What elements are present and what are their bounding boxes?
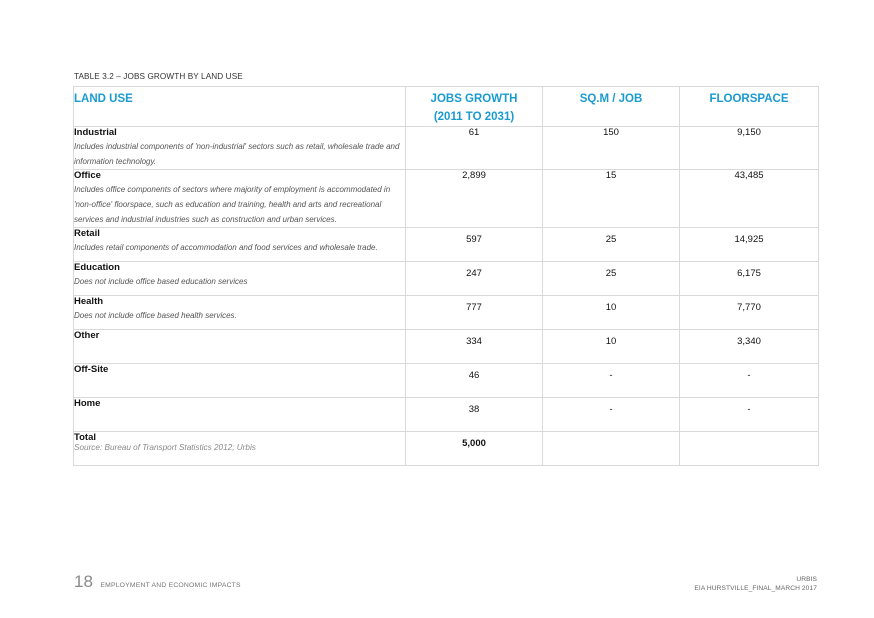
land-use-cell (74, 398, 406, 432)
table-row (74, 330, 819, 364)
land-use-cell (74, 170, 406, 228)
page-number: 18 (74, 572, 93, 591)
header-sqm-per-job: SQ.M / JOB (543, 87, 680, 127)
floorspace-cell: - (680, 364, 819, 398)
sqm-per-job-cell: - (543, 364, 680, 398)
land-use-description: Does not include office based education services (74, 277, 248, 286)
jobs-growth-cell: 597 (406, 228, 543, 262)
table-row (74, 262, 819, 296)
table-row (74, 296, 819, 330)
header-jobs-growth (406, 87, 543, 127)
table-row (74, 127, 819, 170)
table-row (74, 170, 819, 228)
header-land-use: LAND USE (74, 87, 406, 127)
land-use-description: Includes industrial components of 'non-industrial' sectors such as retail, wholesale trade and information technology. (74, 142, 400, 166)
table-source-note: Source: Bureau of Transport Statistics 2012; Urbis (74, 443, 256, 452)
sqm-per-job-cell: 15 (543, 170, 680, 228)
sqm-per-job-cell: 25 (543, 262, 680, 296)
sqm-per-job-cell: 150 (543, 127, 680, 170)
land-use-cell (74, 330, 406, 364)
floorspace-cell (680, 432, 819, 466)
jobs-growth-cell: 38 (406, 398, 543, 432)
jobs-growth-cell: 2,899 (406, 170, 543, 228)
section-title: EMPLOYMENT AND ECONOMIC IMPACTS (100, 582, 241, 589)
land-use-cell (74, 228, 406, 262)
land-use-cell (74, 364, 406, 398)
table-row (74, 364, 819, 398)
land-use-name: Education (74, 262, 120, 273)
jobs-growth-cell: 777 (406, 296, 543, 330)
sqm-per-job-cell: 25 (543, 228, 680, 262)
land-use-description: Includes retail components of accommodation and food services and wholesale trade. (74, 243, 378, 252)
page-footer-right (694, 575, 817, 593)
land-use-name: Off-Site (74, 364, 109, 375)
table-caption: TABLE 3.2 – JOBS GROWTH BY LAND USE (74, 72, 243, 81)
floorspace-cell: 9,150 (680, 127, 819, 170)
jobs-growth-total-cell: 5,000 (406, 432, 543, 466)
land-use-cell (74, 262, 406, 296)
header-floorspace: FLOORSPACE (680, 87, 819, 127)
table-row (74, 228, 819, 262)
land-use-description: Does not include office based health services. (74, 311, 237, 320)
sqm-per-job-cell: 10 (543, 296, 680, 330)
land-use-name: Home (74, 398, 101, 409)
page-footer-left (74, 572, 241, 592)
land-use-name: Industrial (74, 127, 117, 138)
sqm-per-job-cell: - (543, 398, 680, 432)
land-use-name: Retail (74, 228, 100, 239)
land-use-name: Health (74, 296, 104, 307)
jobs-growth-cell: 247 (406, 262, 543, 296)
document-reference: EIA HURSTVILLE_FINAL_MARCH 2017 (694, 585, 817, 592)
jobs-growth-cell: 334 (406, 330, 543, 364)
header-jobs-growth-line2: (2011 TO 2031) (433, 111, 515, 123)
floorspace-cell: 7,770 (680, 296, 819, 330)
floorspace-cell: - (680, 398, 819, 432)
company-name: URBIS (796, 576, 817, 583)
land-use-name: Total (74, 432, 96, 443)
header-jobs-growth-line1: JOBS GROWTH (430, 93, 518, 105)
jobs-growth-table (73, 86, 819, 466)
floorspace-cell: 43,485 (680, 170, 819, 228)
floorspace-cell: 14,925 (680, 228, 819, 262)
floorspace-cell: 3,340 (680, 330, 819, 364)
land-use-cell (74, 127, 406, 170)
table-header-row (74, 87, 819, 127)
sqm-per-job-cell: 10 (543, 330, 680, 364)
sqm-per-job-cell (543, 432, 680, 466)
land-use-name: Office (74, 170, 101, 181)
table-row (74, 398, 819, 432)
jobs-growth-cell: 61 (406, 127, 543, 170)
land-use-cell (74, 296, 406, 330)
land-use-name: Other (74, 330, 100, 341)
floorspace-cell: 6,175 (680, 262, 819, 296)
jobs-growth-cell: 46 (406, 364, 543, 398)
land-use-description: Includes office components of sectors where majority of employment is accommodated in 'non-office' floorspace, such as education and training, health and arts and recreational services and industrial industries such as construction and urban services. (74, 185, 391, 224)
